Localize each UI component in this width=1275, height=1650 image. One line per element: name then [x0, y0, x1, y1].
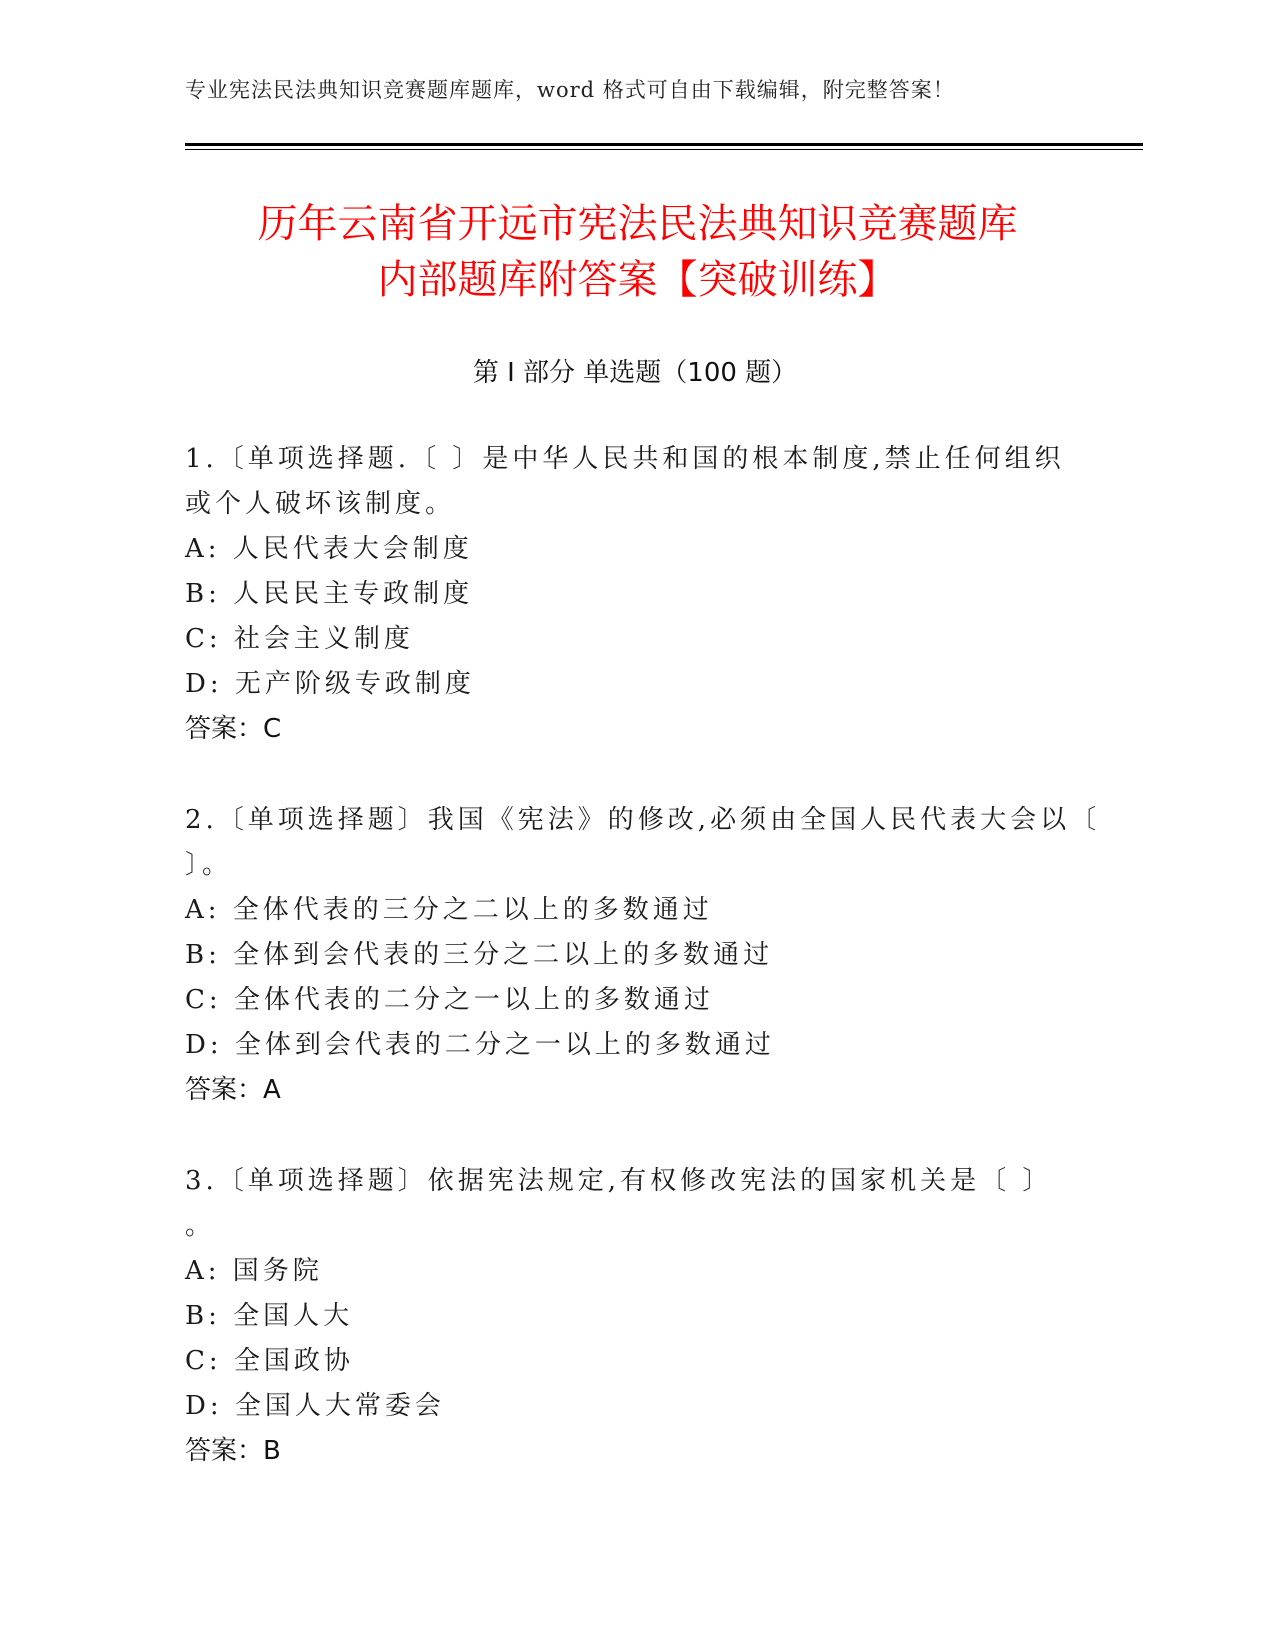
section-title: 第 I 部分 单选题（100 题）: [472, 358, 798, 388]
header-rule-thin: [185, 149, 1143, 150]
question-2: [185, 798, 1101, 1113]
option-b: B: 全体到会代表的三分之二以上的多数通过: [185, 940, 774, 970]
question-3: [185, 1159, 1065, 1474]
answer-line: 答案：A: [185, 1075, 281, 1105]
question-stem-line: 或个人破坏该制度。: [185, 489, 456, 519]
option-a: A: 人民代表大会制度: [185, 534, 473, 564]
option-d: D: 无产阶级专政制度: [185, 669, 475, 699]
option-a: A: 全体代表的三分之二以上的多数通过: [185, 895, 713, 925]
question-stem-line: 。: [185, 1211, 216, 1241]
header-note: 专业宪法民法典知识竞赛题库题库，word 格式可自由下载编辑，附完整答案！: [185, 78, 955, 102]
option-c: C: 社会主义制度: [185, 624, 414, 654]
option-b: B: 全国人大: [185, 1301, 354, 1331]
question-stem-line: 1.〔单项选择题.〔 〕是中华人民共和国的根本制度,禁止任何组织: [185, 444, 1065, 474]
document-title-line-2: 内部题库附答案【突破训练】: [377, 257, 898, 303]
answer-line: 答案：C: [185, 714, 282, 744]
option-c: C: 全国政协: [185, 1346, 354, 1376]
question-stem-line: 〕。: [185, 850, 233, 880]
option-c: C: 全体代表的二分之一以上的多数通过: [185, 985, 714, 1015]
question-stem-line: 2.〔单项选择题〕我国《宪法》的修改,必须由全国人民代表大会以〔: [185, 805, 1101, 835]
document-title-line-1: 历年云南省开远市宪法民法典知识竞赛题库: [257, 201, 1018, 247]
option-d: D: 全体到会代表的二分之一以上的多数通过: [185, 1030, 775, 1060]
question-1: [185, 437, 1065, 752]
document-title: [185, 196, 1090, 308]
option-b: B: 人民民主专政制度: [185, 579, 474, 609]
option-a: A: 国务院: [185, 1256, 323, 1286]
answer-line: 答案：B: [185, 1436, 281, 1466]
option-d: D: 全国人大常委会: [185, 1391, 445, 1421]
header-rule-thick: [185, 143, 1143, 146]
question-stem-line: 3.〔单项选择题〕依据宪法规定,有权修改宪法的国家机关是〔 〕: [185, 1166, 1053, 1196]
